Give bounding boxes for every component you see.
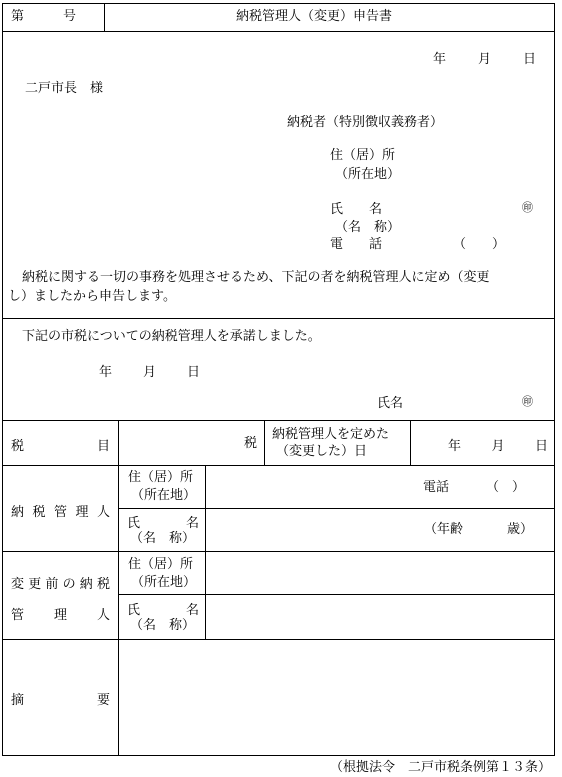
acceptance-date-year: 年 xyxy=(99,365,113,380)
prev-name-label: 氏 名 xyxy=(127,603,199,618)
appointed-date-label-2: （変更した）日 xyxy=(276,444,368,459)
manager-age-close: 歳） xyxy=(507,522,534,537)
legal-basis: （根拠法令 二戸市税条例第１３条） xyxy=(330,760,552,775)
acceptance-date xyxy=(99,361,200,380)
manager-phone-label: 電話 xyxy=(423,480,450,495)
seal-icon: ㊞ xyxy=(522,395,533,408)
prev-manager-label-2: 管 理 人 xyxy=(11,608,110,623)
declaration-line-2: し）ましたから申告します。 xyxy=(8,289,176,304)
manager-name-sub: （名 称） xyxy=(130,531,196,546)
rule-manager-bottom xyxy=(2,551,555,552)
rule-manager-sublabel xyxy=(205,465,206,552)
filing-date-month: 月 xyxy=(477,52,491,67)
acceptance-name-label: 氏名 xyxy=(377,396,404,411)
taxpayer-label: 納税者（特別徴収義務者） xyxy=(287,115,444,130)
appointed-date-label-1: 納税管理人を定めた xyxy=(272,427,390,442)
seal-icon: ㊞ xyxy=(522,201,533,214)
rule-label-column xyxy=(118,420,119,756)
rule-prev-bottom xyxy=(2,639,555,640)
addressee: 二戸市長 様 xyxy=(25,81,104,96)
acceptance-date-month: 月 xyxy=(142,365,156,380)
acceptance-text: 下記の市税についての納税管理人を承諾しました。 xyxy=(22,329,321,344)
remarks-label: 摘 要 xyxy=(11,693,110,708)
manager-label: 納 税 管 理 人 xyxy=(11,505,110,520)
filing-date xyxy=(433,48,536,67)
rule-acceptance-bottom xyxy=(2,420,555,421)
border-top xyxy=(2,3,555,4)
manager-name-label: 氏 名 xyxy=(127,516,199,531)
document-number-label: 第 号 xyxy=(11,9,77,24)
rule-tax-row-bottom xyxy=(2,465,555,466)
taxpayer-phone-paren: （ ） xyxy=(453,237,506,252)
taxpayer-address-label: 住（居）所 xyxy=(330,148,396,163)
acceptance-date-day: 日 xyxy=(186,365,200,380)
rule-prev-mid xyxy=(118,594,555,595)
rule-tax-divider-2 xyxy=(410,420,411,466)
border-bottom xyxy=(2,755,555,756)
prev-manager-label-1: 変 更 前 の 納 税 xyxy=(11,577,110,592)
taxpayer-name-label: 氏 名 xyxy=(330,202,383,217)
manager-age-open: （年齢 xyxy=(424,522,464,537)
border-right xyxy=(554,3,555,756)
taxpayer-name-sub: （名 称） xyxy=(335,220,401,235)
taxpayer-phone-label: 電 話 xyxy=(330,237,383,252)
rule-manager-mid xyxy=(118,508,555,509)
manager-address-label: 住（居）所 xyxy=(128,470,194,485)
rule-tax-divider-1 xyxy=(264,420,265,466)
rule-header-bottom xyxy=(2,31,555,32)
prev-name-sub: （名 称） xyxy=(130,618,196,633)
rule-prev-sublabel xyxy=(205,551,206,640)
rule-header-divider xyxy=(104,3,105,32)
tax-item-label: 税 目 xyxy=(11,439,110,454)
document-title: 納税管理人（変更）申告書 xyxy=(236,9,393,24)
taxpayer-address-sub: （所在地） xyxy=(335,167,401,182)
declaration-line-1: 納税に関する一切の事務を処理させるため、下記の者を納税管理人に定め（変更 xyxy=(22,270,490,285)
manager-address-sub: （所在地） xyxy=(131,488,197,503)
prev-address-sub: （所在地） xyxy=(131,575,197,590)
manager-phone-paren: （ ） xyxy=(486,480,526,495)
tax-item-suffix: 税 xyxy=(244,436,258,451)
prev-address-label: 住（居）所 xyxy=(128,557,194,572)
filing-date-year: 年 xyxy=(433,52,447,67)
rule-top-section-bottom xyxy=(2,318,555,319)
border-left xyxy=(2,3,3,756)
appointed-date: 年 月 日 xyxy=(448,439,548,454)
filing-date-day: 日 xyxy=(522,52,536,67)
